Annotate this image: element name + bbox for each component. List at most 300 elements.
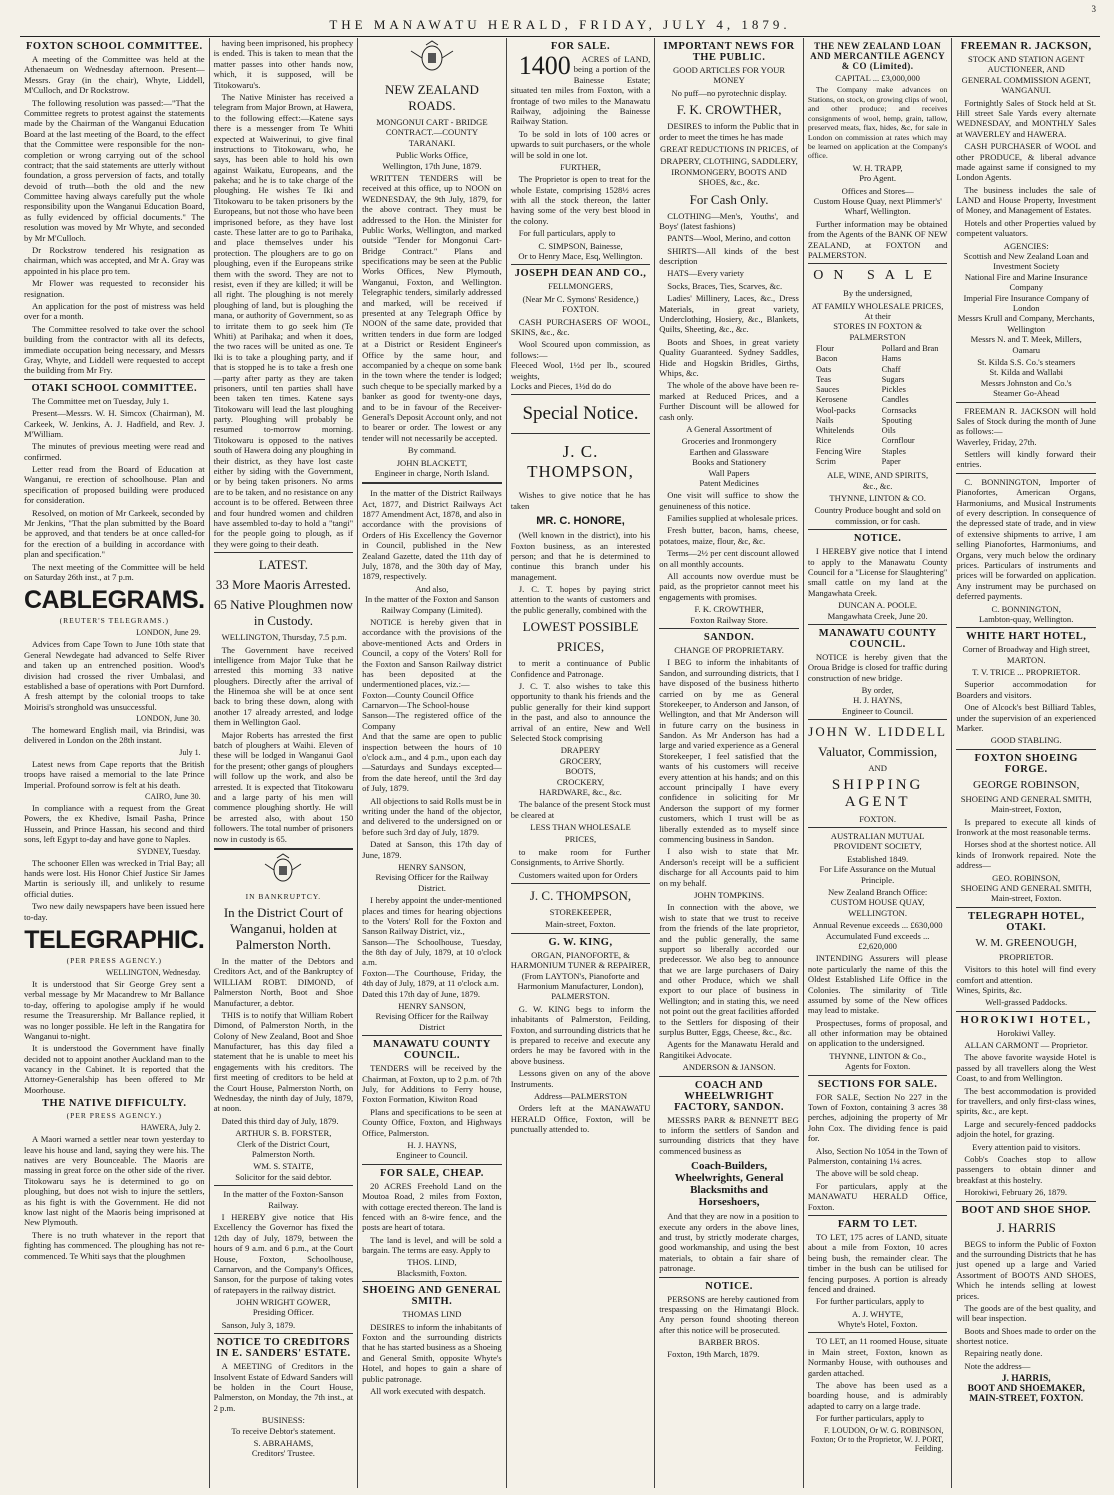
newspaper-columns bbox=[20, 38, 1100, 1488]
article-paragraph: SHIRTS—All kinds of the best description bbox=[659, 245, 799, 267]
shoeing-smith-heading: SHOEING AND GENERAL SMITH. bbox=[363, 1285, 501, 1308]
signature: ARTHUR S. B. FORSTER, Clerk of the District Court, Palmerston North. bbox=[235, 1128, 332, 1159]
article-paragraph: Large and securely-fenced paddocks adjoin the hotel, for grazing. bbox=[956, 1118, 1096, 1140]
signature: HENRY SANSON, Revising Officer for the Railway District. bbox=[375, 861, 489, 893]
shoeing-forge-heading: FOXTON SHOEING FORGE. bbox=[974, 752, 1078, 775]
harris-heading: J. HARRIS bbox=[996, 1219, 1056, 1235]
article-paragraph: In the matter of the District Railways Act, 1877, and District Railways Act 1877 Amendment Act, 1878, and also in accordance with the provisions of Orders of His Excellency the Governor in Council, published in the New Zealand Gazette, dated the 11th day of July, 1878, and the 30th day of May, 1879, respectively. bbox=[362, 488, 502, 582]
article-paragraph: Superior accommodation for Boarders and visitors. bbox=[956, 679, 1096, 700]
article-paragraph: Wool Scoured upon commission, as follows:— Fleeced Wool, 1½d per lb., scoured weights, Locks and Pieces, 1½d do do bbox=[510, 339, 651, 391]
list-item: Sugars bbox=[881, 374, 905, 384]
farm-to-let-heading: FARM TO LET. bbox=[837, 1218, 918, 1230]
dateline: WELLINGTON, Thursday, 7.5 p.m. bbox=[221, 632, 347, 643]
boot-shop-heading: BOOT AND SHOE SHOP. bbox=[961, 1204, 1091, 1216]
list-item: Cornsacks bbox=[881, 405, 917, 415]
article-paragraph: I hereby appoint the under-mentioned places and times for hearing objections to the Voters' Roll for the Foxton and Sanson Railway District, viz., Sanson—The Schoolhouse, Tuesday, the 8th day of July, 1879, at 10 o'clock a.m. Foxton—The Courthouse, Friday, the 4th day of July, 1879, at 11 o'clock a.m. Dated this 17th day of June, 1879. bbox=[362, 895, 502, 999]
article-paragraph: Agents for the Manawatu Herald and Rangitikei Advocate. bbox=[659, 1039, 799, 1060]
article-paragraph: A MEETING of Creditors in the Insolvent Estate of Edward Sanders will be holden in the Court House, Palmerston, on Monday, the 7th inst., at 2 p.m. bbox=[213, 1361, 354, 1413]
article-paragraph: Public Works Office, Wellington, 17th June, 1879. bbox=[382, 150, 482, 171]
on-sale-heading: ON SALE bbox=[813, 268, 942, 284]
article-paragraph: AGENCIES: Scottish and New Zealand Loan and Investment Society National Fire and Marine Insurance Company Imperial Fire Insurance Company of London Messrs Krull and Company, Merchants, Wellington Messrs N. and T. Meek, Millers, Oamaru bbox=[957, 240, 1095, 355]
article-paragraph: The whole of the above have been re-marked at Reduced Prices, and a Further Discount will be allowed for cash only. bbox=[659, 380, 799, 422]
article-paragraph: The goods are of the best quality, and will bear inspection. bbox=[956, 1302, 1096, 1324]
divider bbox=[808, 1215, 948, 1216]
article-paragraph: All accounts now overdue must be paid, as the proprietor cannot meet his engagements with promises. bbox=[659, 571, 799, 602]
divider bbox=[808, 827, 948, 828]
article-paragraph: Settlers will kindly forward their entries. bbox=[956, 449, 1096, 470]
divider bbox=[956, 1201, 1096, 1202]
column-1 bbox=[20, 38, 210, 1488]
signature: JOHN TOMPKINS. bbox=[694, 889, 765, 900]
article-paragraph: DESIRES to inform the Public that in order to meet the times he has made bbox=[659, 121, 799, 142]
signature: HENRY SANSON, Revising Officer for the Railway District bbox=[375, 1001, 489, 1032]
land-sale-paragraph bbox=[510, 51, 651, 127]
article-paragraph: NOTICE is hereby given that in accordance with the provisions of the above-mentioned Acts and Orders in Council, a copy of the Voters' Roll for the Foxton and Sanson Railway district has been deposited at the undermentioned places, viz.:— Foxton—County Council Office Carnarvon—The School-house Sanson—The registered office of the Company And that the same are open to public inspection between the hours of 10 o'clock a.m., and 4 p.m., upon each day—Saturdays and Sundays excepted—from the date hereof, until the 3rd day of July, 1879. bbox=[362, 616, 502, 794]
signature: S. ABRAHAMS, Creditors' Trustee. bbox=[251, 1437, 315, 1459]
article-paragraph: Wishes to give notice that he has taken bbox=[510, 490, 651, 511]
article-paragraph: One of Alcock's best Billiard Tables, under the supervision of an experienced Marker. bbox=[956, 702, 1096, 734]
article-paragraph: J. C. T. also wishes to take this opportunity to thank his friends and the public generally for their kind support in the past, and also to announce the arrival of an entire, New and Well Selected Stock comprising bbox=[510, 681, 651, 743]
article-paragraph: having been imprisoned, his prophecy is ended. This is taken to mean that the matter passes into other hands now, which, it is supposed, will be Titokowaru's. bbox=[213, 38, 354, 90]
divider bbox=[659, 1277, 799, 1278]
article-paragraph: CAPITAL ... £3,000,000 bbox=[835, 73, 920, 83]
divider bbox=[808, 529, 948, 530]
signature: THYNNE, LINTON & CO. bbox=[829, 493, 926, 504]
goods-list-right bbox=[882, 344, 948, 467]
article-paragraph: MESSRS PARR & BENNETT BEG to inform the settlers of Sandon and surrounding districts that they have commenced business as bbox=[659, 1114, 799, 1156]
article-paragraph: Address—PALMERSTON bbox=[533, 1090, 628, 1101]
article-paragraph: T. V. TRICE ... PROPRIETOR. bbox=[972, 667, 1081, 678]
less-than-wholesale: LESS THAN WHOLESALE bbox=[530, 822, 631, 833]
divider bbox=[808, 1332, 948, 1333]
article-paragraph: For particulars, apply at the MANAWATU HERALD Office, Foxton. bbox=[807, 1180, 948, 1212]
royal-crest-icon bbox=[362, 41, 502, 78]
article-paragraph: TENDERS will be received by the Chairman, at Foxton, up to 2 p.m. of 7th July, for Additions to Ferry house, Foxton Formation, Kiwiton Road bbox=[362, 1063, 502, 1105]
list-item: Scrim bbox=[815, 456, 836, 466]
land-description: ACRES of LAND, being a portion of the Bainesse Estate; situated ten miles from Foxton, with a frontage of two miles to the Manawatu Railway, adjoining the Bainesse Railway Station. bbox=[510, 54, 651, 127]
article-paragraph: DRAPERY, CLOTHING, SADDLERY, IRONMONGERY, BOOTS AND SHOES, &c., &c. bbox=[660, 156, 798, 188]
article-paragraph: 20 ACRES Freehold Land on the Moutoa Road, 2 miles from Foxton, with cottage erected thereon. The land is fenced with an 8-wire fence, and the posts are heart of totara. bbox=[362, 1180, 502, 1233]
latest-heading: LATEST. bbox=[258, 557, 308, 573]
article-paragraph: BEGS to inform the Public of Foxton and the surrounding Districts that he has just opened up a large and Varied Assortment of BOOTS AND SHOES, Which he intends selling at lowest prices. bbox=[956, 1238, 1096, 1301]
change-proprietary-heading: CHANGE OF PROPRIETARY. bbox=[674, 644, 784, 655]
sections-sale-heading: SECTIONS FOR SALE. bbox=[817, 1078, 938, 1090]
article-paragraph: Offices and Stores— Custom House Quay, next Plimmer's' Wharf, Wellington. bbox=[813, 185, 942, 217]
article-paragraph: I also wish to state that Mr. Anderson's receipt will be a sufficient discharge for all Accounts paid to him on my behalf. bbox=[659, 846, 799, 888]
article-paragraph: INTENDING Assurers will please note particularly the name of this the Oldest Established Life Office in the Colonies. The similarity of Title assumed by some of the New offices may lead to mistake. bbox=[807, 953, 948, 1016]
article-paragraph: NOTICE is hereby given that the Oroua Bridge is closed for traffic during construction of new bridge. bbox=[807, 651, 948, 683]
masthead-title: THE MANAWATU HERALD, FRIDAY, JULY 4, 1879. bbox=[329, 17, 791, 32]
article-paragraph: Resolved, on motion of Mr Carkeek, seconded by Mr Jenkins, "That the plan submitted by the Board be approved, and that tenders be at once called-for for the erection of a building in accordance with plan and specification." bbox=[24, 507, 205, 560]
article-paragraph: ORGAN, PIANOFORTE, & HARMONIUM TUNER & REPAIRER, (From LAYTON's, Pianoforte and Harmonium Manufacturer, London), PALMERSTON. bbox=[510, 949, 651, 1002]
signature: C. SIMPSON, Bainesse, Or to Henry Mace, Esq, Wellington. bbox=[518, 240, 643, 262]
column-7 bbox=[952, 38, 1100, 1488]
royal-crest-icon bbox=[214, 854, 354, 889]
article-paragraph: St. Kilda S.S. Co.'s steamers St. Kilda and Wallabi Messrs Johnston and Co.'s Steamer Go-Ahead bbox=[977, 356, 1076, 399]
article-paragraph: By the undersigned, bbox=[843, 288, 913, 299]
divider bbox=[808, 624, 948, 625]
signature: THOS. LIND, Blacksmith, Foxton. bbox=[396, 1257, 467, 1278]
article-paragraph: C. BONNINGTON, Importer of Pianofortes, American Organs, Harmoniums, and Musical Instruments of every description. In consequence of the depressed state of trade, and in view of extensive shipments to arrive, I am selling Pianofortes, Harmoniums, and Organs, very much below the ordinary prices. Particulars of instruments and prices will be forwarded on application. Any instrument may be purchased on deferred payments. bbox=[956, 476, 1096, 602]
list-item: Oats bbox=[815, 364, 832, 374]
article-paragraph: PROPRIETOR. bbox=[998, 951, 1054, 962]
divider bbox=[956, 627, 1096, 628]
article-paragraph: The following resolution was passed:—"That the Committee regrets to protest against the statements made by the Chairman of the Wanganui Education Board at the last meeting of the Board, to the effect that the Committee were responsible for the non-completion or wrong carrying out of the school contract; that the said statements are utterly without foundation, a gross perversion of facts, and totally devoid of truth—both the old and the new Committee having always carefully put the whole responsibility upon the Wanganui Education Board, as fully evidenced by official documents." The resolution was moved by Mr Whyte, and seconded by Mr M'Culloch. bbox=[24, 97, 205, 243]
coach-builders-heading: Coach-Builders, Wheelwrights, General Blacksmiths and Horseshoers, bbox=[674, 1160, 784, 1209]
article-paragraph: CASH PURCHASER of WOOL and other PRODUCE, & liberal advance made against same if consigned to my London Agents. bbox=[956, 141, 1096, 183]
list-item: Candles bbox=[881, 395, 909, 405]
divider bbox=[214, 552, 354, 553]
goods-list-left bbox=[816, 344, 882, 467]
divider bbox=[362, 1281, 502, 1282]
article-paragraph: I HEREBY give notice that His Excellency the Governor has fixed the 12th day of July, 1879, between the hours of 9 a.m. and 6 p.m., at the Court House, Foxton, Schoolhouse, Carnarvon, and the Company's Offices, Sanson, for the purpose of taking votes of ratepayers in the railway district. bbox=[213, 1211, 354, 1295]
article-paragraph: Foxton, 19th March, 1879. bbox=[667, 1349, 760, 1360]
article-paragraph: The Proprietor is open to treat for the whole Estate, comprising 1528½ acres with all the stock thereon, the latter having some of the very best blood in the colony. bbox=[510, 174, 651, 226]
article-paragraph: All objections to said Rolls must be in writing under the hand of the objector, and delivered to the undersigned on or before such 3rd day of July, 1879. bbox=[362, 795, 502, 837]
dateline: HAWERA, July 2. bbox=[140, 1123, 201, 1133]
divider bbox=[362, 482, 502, 484]
article-paragraph: Visitors to this hotel will find every comfort and attention. Wines, Spirits, &c. bbox=[956, 964, 1096, 995]
article-paragraph: Latest news from Cape reports that the British troops have raised a memorial to the late Prince Imperial. Profound sorrow is felt at his death. bbox=[24, 758, 205, 790]
dateline: WELLINGTON, Wednesday. bbox=[105, 967, 201, 977]
divider bbox=[24, 379, 205, 380]
article-paragraph: Groceries and Ironmongery Earthen and Glassware Books and Stationery Wall Papers Patent Medicines bbox=[681, 436, 777, 488]
divider bbox=[511, 883, 651, 884]
column-5 bbox=[655, 38, 804, 1488]
article-paragraph: Prospectuses, forms of proposal, and all other information may be obtained on application to the undersigned. bbox=[807, 1017, 948, 1049]
article-paragraph: To be sold in lots of 100 acres or upwards to suit purchasers, or the whole will be sold in one lot. bbox=[510, 128, 651, 160]
divider bbox=[511, 264, 651, 265]
article-paragraph: In compliance with a request from the Great Powers, the ex Khedive, Ismail Pasha, Prince Hussein, and Prince Hassan, his second and third sons, left Egypt to-day and have gone to Naples. bbox=[24, 803, 205, 845]
greenough-heading: W. M. GREENOUGH, bbox=[975, 936, 1077, 949]
article-paragraph: By command. bbox=[407, 445, 457, 456]
list-item: Kerosene bbox=[815, 395, 848, 405]
joseph-dean-heading: JOSEPH DEAN AND CO., bbox=[514, 268, 647, 280]
list-item: Spouting bbox=[881, 415, 912, 425]
article-paragraph: In the matter of the Foxton-Sanson Railway. bbox=[223, 1189, 344, 1210]
article-paragraph: Boots and Shoes, in great variety Quality Guaranteed. Sydney Saddles, Hide and Hogskin Bridles, Girths, Whips, &c. bbox=[659, 336, 799, 378]
article-paragraph: The business includes the sale of LAND and House Property, Investment of Money, and Management of Estates. bbox=[956, 184, 1096, 216]
amp-society-heading: AUSTRALIAN MUTUAL PROVIDENT SOCIETY, bbox=[830, 831, 925, 852]
article-paragraph: New Zealand Branch Office: CUSTOM HOUSE QUAY, WELLINGTON. bbox=[827, 887, 928, 918]
article-paragraph: GOOD ARTICLES FOR YOUR MONEY bbox=[673, 65, 786, 86]
article-paragraph: One visit will suffice to show the genuineness of this notice. bbox=[659, 490, 799, 511]
article-paragraph: A Maori warned a settler near town yesterday to leave his house and land, saying they were his. The natives are very Bounceable. The Maoris are massing in great force on the other side of the river. Titokowaru says he is determined to go on ploughing, but does not wish to injure the settlers, as his fight is with the Government. He did not know last night of the Maoris being imprisoned at New Plymouth. bbox=[24, 1134, 205, 1228]
cash-only-heading: For Cash Only. bbox=[689, 191, 769, 207]
telegraphic-subheading: (PER PRESS AGENCY.) bbox=[66, 955, 162, 965]
list-item: Pickles bbox=[881, 385, 906, 395]
article-paragraph: G. W. KING begs to inform the inhabitants of Palmerston, Feilding, Foxton, and surrounding districts that he is prepared to receive and execute any orders he may be favored with in the above business. bbox=[510, 1003, 651, 1066]
article-paragraph: Sanson, July 3, 1879. bbox=[221, 1319, 296, 1330]
article-paragraph: The Company make advances on Stations, on stock, on growing clips of wool, and other produce; and receives consignments of wool, hemp, grain, tallow, preserved meats, flax, hides, &c, for sale in London on commission at rates which may be learned on application at the Company's office. bbox=[807, 85, 948, 161]
article-paragraph: BUSINESS: To receive Debtor's statement. bbox=[231, 1415, 336, 1436]
article-paragraph: FREEMAN R. JACKSON will hold Sales of Stock during the month of June as follows:— Waverley, Friday, 27th. bbox=[956, 405, 1096, 447]
article-paragraph: ALLAN CARMONT — Proprietor. bbox=[964, 1040, 1088, 1051]
column-6 bbox=[804, 38, 953, 1488]
smith-name: THOMAS LIND bbox=[402, 1309, 462, 1320]
article-paragraph: Ladies' Millinery, Laces, &c., Dress Materials, in great variety, Underclothing, Hosiery, &c., Blankets, Quilts, Sheeting, &c., &c. bbox=[659, 293, 799, 335]
divider bbox=[511, 933, 651, 934]
signature: C. BONNINGTON, Lambton-quay, Wellington. bbox=[979, 603, 1074, 624]
article-paragraph: Main-street, Foxton. bbox=[545, 919, 616, 930]
acreage: 1400 bbox=[518, 51, 571, 80]
article-paragraph: In connection with the above, we wish to state that we trust to receive from the friends of the late proprietor, and the public generally, the same support so liberally accorded our predecessor. We also beg to announce that we are large purchasers of Dairy and other Produce, which we shall export to our place of business in Wellington; and in stating this, we need not point out the great facilities afforded to the Settlers for disposing of their surplus Butter, Eggs, Cheese, &c., &c. bbox=[659, 902, 799, 1038]
list-item: Rice bbox=[815, 436, 832, 446]
article-paragraph: Horokiwi Valley. bbox=[996, 1027, 1056, 1038]
goods-list bbox=[816, 344, 948, 467]
article-paragraph: Letter read from the Board of Education at Wanganui, re erection of schoolhouse. Plan and specification of proposed building were produced for consideration. bbox=[24, 464, 205, 506]
article-paragraph: AT FAMILY WHOLESALE PRICES, At their STORES IN FOXTON & PALMERSTON bbox=[811, 300, 944, 342]
article-paragraph: Also, Section No 1054 in the Town of Palmerston, containing 1¼ acres. bbox=[807, 1145, 948, 1166]
bankruptcy-heading: IN BANKRUPTCY. bbox=[245, 891, 322, 901]
article-paragraph: Fresh butter, bacon, hams, cheese, potatoes, maize, flour, &c, &c. bbox=[659, 525, 799, 546]
column-2 bbox=[210, 38, 359, 1488]
dateline: CAIRO, June 30. bbox=[145, 792, 201, 802]
article-paragraph: The above favorite wayside Hotel is passed by all travellers along the West Coast, to and from Wellington. bbox=[956, 1052, 1096, 1084]
important-news-heading: IMPORTANT NEWS FOR THE PUBLIC. bbox=[663, 41, 795, 63]
column-4 bbox=[507, 38, 656, 1488]
article-paragraph: Orders left at the MANAWATU HERALD Office, Foxton, will be punctually attended to. bbox=[510, 1103, 651, 1135]
list-item: Cornflour bbox=[881, 436, 915, 446]
article-paragraph: Major Roberts has arrested the first batch of ploughers at Waihi. Eleven of these will be lodged in Wanganui Gaol for the present; other gangs of ploughers will follow up the work, and also be arrested. It is expected that Titokowaru and a large party of his men will commence ploughing shortly. He will be arrested also, with about 150 followers. The total number of prisoners now in custody is 65. bbox=[213, 729, 354, 844]
article-paragraph: STOCK AND STATION AGENT AUCTIONEER, AND GENERAL COMMISSION AGENT, WANGANUI. bbox=[961, 54, 1091, 96]
article-paragraph: Note the address— bbox=[964, 1360, 1031, 1371]
jackson-heading: FREEMAN R. JACKSON, bbox=[960, 41, 1092, 52]
signature: W. H. TRAPP, Pro Agent. bbox=[852, 162, 903, 184]
article-paragraph: I HEREBY give notice that I intend to apply to the Manawatu County Council for a "License for Slaughtering" small cattle on my land at the Mangawhata Creek. bbox=[807, 546, 948, 598]
signature: F. LOUDON, Or W. G. ROBINSON, Foxton; Or to the Proprietor, W. J. PORT, Feilding. bbox=[810, 1425, 944, 1453]
nz-roads-heading: NEW ZEALAND ROADS. bbox=[384, 82, 479, 113]
article-paragraph: And that they are now in a position to execute any orders in the above lines, and trust, by strictly moderate charges, good workmanship, and using the best materials, to obtain a fair share of patronage. bbox=[659, 1211, 799, 1274]
article-paragraph: The above will be sold cheap. bbox=[815, 1168, 919, 1179]
article-paragraph: CASH PURCHASERS OF WOOL, SKINS, &c., &c. bbox=[510, 316, 651, 337]
article-paragraph: Two new daily newspapers have been issued here to-day. bbox=[24, 901, 205, 922]
article-paragraph: (Near Mr C. Symons' Residence,) FOXTON. bbox=[522, 293, 639, 315]
for-sale-heading: FOR SALE. bbox=[550, 41, 611, 52]
article-paragraph: TO LET, 175 acres of LAND, situate about a mile from Foxton, 10 acres being bush, the remainder clear. The timber in the bush can be utilised for fencing purposes. A portion is already fenced and drained. bbox=[807, 1231, 948, 1294]
dateline: July 1. bbox=[179, 747, 201, 757]
article-paragraph: to merit a continuance of Public Confidence and Patronage. bbox=[510, 658, 651, 679]
article-paragraph: Dated this third day of July, 1879. bbox=[221, 1115, 339, 1126]
article-paragraph: The minutes of previous meeting were read and confirmed. bbox=[24, 441, 205, 462]
article-paragraph: The Native Minister has received a telegram from Major Brown, at Hawera, to the following effect:—Katene says there is a messenger from Te Whiti expected at Waiwerinui, to give final instructions to Titokowaru, who, he says, has been able to hold his own against Waikatu, Europeans, and the pakeha; and he is to take charge of the ploughing. He wishes Te Iki and Titokowaru to be taken prisoners by the Europeans, but not those who have been imprisoned before, as they have lost caste. These latter are to go to Parihaka, and place themselves under his protection. The ploughers are to go on ploughing, even if the Europeans strike them with the sword. They are not to resist, even if they are killed; it will be all right. The ploughing is not merely ploughing of land, but is ploughing the mana, or authority of Government, so as to irritate them to go seek him (Te Whiti) at Parihaka; and when it does, the two races will be united as one. Te Iki is to take a ploughing party, and if that is stopped he is to take a fresh one—party after party as they are taken prisoners, until ten parties shall have been taken ten times. Katene says Titokowaru will lead the last ploughing party. Ploughing will probably be resumed to-morrow morning. Titokowaru is opposed to the natives south of Hawera doing any ploughing in their district, as they have lost caste either by siding with the Government, or by being taken prisoners. No arms are to be taken, and no resistance on any account is to be offered. Between three and four hundred women and children have assembled to-day to hold a "tangi" for the people going to plough, as if they were going to their death. bbox=[213, 91, 354, 549]
thompson-heading: J. C. THOMPSON, bbox=[527, 442, 634, 482]
signature: A. J. WHYTE, Whyte's Hotel, Foxton. bbox=[837, 1308, 918, 1330]
article-paragraph: Terms—2½ per cent discount allowed on all monthly accounts. bbox=[659, 548, 799, 569]
divider bbox=[956, 1011, 1096, 1012]
article-paragraph: Advices from Cape Town to June 10th state that General Newdegate had advanced to Selfe River and taken up an entrenched position. Wood's division had crossed the river Umbalasi, and established a base of operations with Port Durnford. A fresh attempt by the colonial troops to take Moirisi's stronghold was unsuccessful. bbox=[24, 639, 205, 712]
article-paragraph: The Committee met on Tuesday, July 1. bbox=[32, 395, 169, 406]
article-paragraph: It is understood the Government have finally decided not to appoint another Auckland man to the vacancy in the Cabinet. It is reported that the Attorney-Generalship has been offered to Mr Moorhouse. bbox=[24, 1043, 205, 1095]
prices-heading: PRICES, bbox=[564, 834, 597, 845]
article-paragraph: The above has been used as a boarding house, and is admirably adapted to carry on a large trade. bbox=[807, 1380, 948, 1411]
article-paragraph: THIS is to notify that William Robert Dimond, of Palmerston North, in the Colony of New Zealand, Boot and Shoe Manufacturer, has this day filed a statement that he is unable to meet his engagements with his creditors. The first meeting of creditors to be held at the Court House, Palmerston North, on Wednesday, the ninth day of July, 1879, at noon. bbox=[213, 1009, 354, 1114]
signature: JOHN BLACKETT, Engineer in charge, North Island. bbox=[374, 457, 490, 478]
article-paragraph: The best accommodation is provided for travellers, and only first-class wines, spirits, &c., are kept. bbox=[956, 1085, 1096, 1117]
article-paragraph: The balance of the present Stock must be cleared at bbox=[510, 799, 651, 820]
divider bbox=[214, 848, 354, 850]
divider bbox=[808, 1075, 948, 1076]
article-paragraph: The homeward English mail, via Brindisi, was delivered in London on the 28th instant. bbox=[24, 725, 205, 746]
coach-factory-heading: COACH AND WHEELWRIGHT FACTORY, SANDON. bbox=[674, 1079, 784, 1113]
list-item: Wool-packs bbox=[815, 405, 856, 415]
king-heading: G. W. KING, bbox=[548, 936, 613, 948]
article-paragraph: The next meeting of the Committee will be held on Saturday 26th inst., at 7 p.m. bbox=[24, 561, 205, 582]
storekeeper-label: STOREKEEPER, bbox=[549, 907, 612, 918]
divider bbox=[511, 394, 651, 395]
signature: ANDERSON & JANSON. bbox=[682, 1062, 776, 1073]
article-paragraph: PANTS—Wool, Merino, and cotton bbox=[667, 233, 791, 244]
article-paragraph: Country Produce bought and sold on commission, or for cash. bbox=[814, 505, 941, 526]
article-paragraph: For full particulars, apply to bbox=[518, 228, 616, 239]
article-paragraph: FOXTON. bbox=[859, 813, 897, 824]
valuator-heading: Valuator, Commission, bbox=[818, 744, 938, 760]
article-paragraph: Dated at Sanson, this 17th day of June, 1879. bbox=[362, 839, 502, 860]
native-difficulty-subheading: (PER PRESS AGENCY.) bbox=[66, 1111, 162, 1121]
divider bbox=[659, 628, 799, 629]
cablegrams-subheading: (REUTER'S TELEGRAMS.) bbox=[59, 616, 169, 626]
divider bbox=[956, 473, 1096, 474]
divider bbox=[956, 749, 1096, 750]
article-paragraph: Is prepared to execute all kinds of Ironwork at the most reasonable terms. bbox=[956, 816, 1096, 837]
article-paragraph: Further information may be obtained from the Agents of the BANK OF NEW ZEALAND, at FOXTON and PALMERSTON. bbox=[807, 218, 948, 260]
article-paragraph: Horokiwi, February 26, 1879. bbox=[964, 1187, 1068, 1198]
list-item: Bacon bbox=[815, 354, 838, 364]
article-paragraph: The schooner Ellen was wrecked in Trial Bay; all hands were lost. His Honor Chief Justice Sir James Martin is seriously ill, and unlikely to resume official duties. bbox=[24, 857, 205, 899]
goods-list: DRAPERY GROCERY, BOOTS, CROCKERY, HARDWARE, &c., &c. bbox=[539, 745, 622, 797]
signature: F. K. CROWTHER, Foxton Railway Store. bbox=[690, 604, 768, 625]
article-paragraph: All work executed with despatch. bbox=[370, 1385, 486, 1396]
article-paragraph: SHOEING AND GENERAL SMITH, Main-street, Foxton, bbox=[960, 793, 1092, 815]
harris-signature: J. HARRIS, BOOT AND SHOEMAKER, MAIN-STREET, FOXTON. bbox=[967, 1374, 1085, 1405]
article-paragraph: Annual Revenue exceeds ... £630,000 Accumulated Fund exceeds ... £2,620,000 bbox=[812, 920, 943, 951]
lowest-possible-heading: LOWEST POSSIBLE bbox=[522, 619, 639, 635]
article-paragraph: FOR SALE, Section No 227 in the Town of Foxton, containing 3 acres 38 perches, adjoining the property of Mr John Cox. The dividing fence is paid for. bbox=[807, 1091, 948, 1144]
divider bbox=[511, 433, 651, 434]
divider bbox=[659, 1076, 799, 1077]
article-paragraph: Cobb's Coaches stop to allow passengers to obtain dinner and breakfast at this hostelry. bbox=[956, 1153, 1096, 1185]
contract-heading: MONGONUI CART - BRIDGE CONTRACT.—COUNTY TARANAKI. bbox=[376, 117, 488, 148]
article-paragraph: J. C. T. hopes by paying strict attention to the wants of customers and the public generally, combined with the bbox=[510, 584, 651, 615]
otaki-school-heading: OTAKI SCHOOL COMMITTEE. bbox=[31, 382, 198, 394]
article-paragraph: Lessons given on any of the above Instruments. bbox=[510, 1068, 651, 1089]
article-paragraph: Repairing neatly done. bbox=[964, 1348, 1043, 1359]
article-paragraph: Corner of Broadway and High street, MARTON. bbox=[962, 644, 1090, 665]
article-paragraph: GOOD STABLING. bbox=[990, 735, 1062, 746]
divider bbox=[808, 263, 948, 264]
divider bbox=[214, 1185, 354, 1186]
article-paragraph: Well-grassed Paddocks. bbox=[985, 997, 1068, 1008]
for-sale-cheap-heading: FOR SALE, CHEAP. bbox=[380, 1167, 484, 1179]
signature: GEO. ROBINSON, SHOEING AND GENERAL SMITH, Main-street, Foxton. bbox=[960, 872, 1092, 904]
list-item: Oils bbox=[881, 426, 896, 436]
article-paragraph: And also, In the matter of the Foxton and Sanson Railway Company (Limited). bbox=[365, 583, 499, 615]
article-paragraph: Mr Flower was requested to reconsider his resignation. bbox=[24, 278, 205, 299]
page-number: 3 bbox=[1091, 4, 1096, 14]
article-paragraph: (Well known in the district), into his Foxton business, as an interested person; and that he is determined to continue this branch under his management. bbox=[510, 530, 651, 582]
prices-heading: PRICES, bbox=[556, 639, 605, 655]
article-paragraph: CLOTHING—Men's, Youths', and Boys' (latest fashions) bbox=[659, 210, 799, 231]
headline-custody: 65 Native Ploughmen now in Custody. bbox=[213, 597, 353, 629]
article-paragraph: ALE, WINE, AND SPIRITS, &c., &c. bbox=[827, 470, 929, 491]
robinson-heading: GEORGE ROBINSON, bbox=[973, 778, 1080, 791]
article-paragraph: Every attention paid to visitors. bbox=[972, 1141, 1081, 1152]
article-paragraph: In the matter of the Debtors and Creditors Act, and of the Bankruptcy of WILLIAM ROBT. DIMOND, of Palmerston North, Boot and Shoe Manufacturer, a debtor. bbox=[213, 955, 354, 1008]
article-paragraph: The Government have received intelligence from Major Tuke that he arrested this morning 33 native ploughers. Directly after the arrival of the Hinemoa she will be at once sent back to bring these down, along with another 17 already arrested, and lodge them in Wellington Gaol. bbox=[213, 644, 354, 728]
court-heading: In the District Court of Wanganui, holden at Palmerston North. bbox=[223, 904, 343, 952]
honore-heading: MR. C. HONORE, bbox=[536, 515, 625, 528]
article-paragraph: There is no truth whatever in the report that fighting has commenced. The ploughing has not re-commenced. Te Whiti says that the ploughmen bbox=[24, 1229, 205, 1261]
native-difficulty-heading: THE NATIVE DIFFICULTY. bbox=[42, 1098, 187, 1110]
loan-agency-heading: THE NEW ZEALAND LOAN AND MERCANTILE AGENCY & CO (Limited). bbox=[810, 41, 946, 71]
dateline: LONDON, June 29. bbox=[136, 628, 201, 638]
notice-heading: NOTICE. bbox=[705, 1280, 753, 1292]
divider bbox=[362, 1035, 502, 1036]
article-paragraph: TO LET, an 11 roomed House, situate in Main street, Foxton, known as Normanby House, with outhouses and garden attached. bbox=[807, 1336, 948, 1378]
article-paragraph: Present—Messrs. W. H. Simcox (Chairman), M. Carkeek, W. Jenkins, A. J. Hadfield, and Rev. J. M'William. bbox=[24, 408, 205, 439]
article-paragraph: FURTHER, bbox=[560, 161, 601, 172]
dateline: LONDON, June 30. bbox=[136, 714, 201, 724]
divider bbox=[214, 1333, 354, 1334]
list-item: Hams bbox=[881, 354, 902, 364]
list-item: Fencing Wire bbox=[815, 446, 862, 456]
signature: BARBER BROS. bbox=[698, 1337, 760, 1348]
signature: H. J. HAYNS, Engineer to Council. bbox=[396, 1139, 468, 1161]
article-paragraph: PERSONS are hereby cautioned from trespassing on the Himatangi Block. Any person found shooting thereon after this notice will be prosecuted. bbox=[659, 1293, 799, 1335]
article-paragraph: Fortnightly Sales of Stock held at St. Hill street Sale Yards every alternate WEDNESDAY, and MONTHLY Sales at WAVERLEY and HAWERA. bbox=[956, 97, 1096, 139]
list-item: Chaff bbox=[881, 364, 901, 374]
article-paragraph: Customers waited upon for Orders bbox=[518, 869, 638, 880]
divider bbox=[808, 719, 948, 720]
article-paragraph: Established 1849. For Life Assurance on the Mutual Principle. bbox=[819, 853, 936, 885]
article-paragraph: HATS—Every variety bbox=[667, 268, 744, 279]
list-item: Staples bbox=[881, 446, 906, 456]
special-notice-heading: Special Notice. bbox=[522, 403, 639, 425]
article-paragraph: Boots and Shoes made to order on the shortest notice. bbox=[956, 1325, 1096, 1347]
article-paragraph: AND bbox=[868, 763, 887, 774]
crowther-heading: F. K. CROWTHER, bbox=[676, 102, 782, 118]
signature: DUNCAN A. POOLE. Mangawhata Creek, June 20. bbox=[827, 600, 928, 621]
list-item: Sauces bbox=[815, 385, 840, 395]
article-paragraph: Socks, Braces, Ties, Scarves, &c. bbox=[667, 280, 783, 291]
article-paragraph: GREAT REDUCTIONS IN PRICES, of bbox=[660, 143, 799, 154]
county-council-heading: MANAWATU COUNTY COUNCIL. bbox=[373, 1039, 491, 1062]
article-paragraph: For further particulars, apply to bbox=[815, 1296, 924, 1307]
creditors-notice-heading: NOTICE TO CREDITORS IN E. SANDERS' ESTATE. bbox=[216, 1337, 351, 1360]
divider bbox=[956, 402, 1096, 403]
column-3 bbox=[358, 38, 507, 1488]
county-council-heading: MANAWATU COUNTY COUNCIL. bbox=[818, 627, 937, 650]
divider bbox=[362, 1164, 502, 1165]
list-item: Teas bbox=[815, 374, 832, 384]
article-paragraph: Plans and specifications to be seen at County Office, Foxton, and Highways Office, Palmerston. bbox=[362, 1106, 502, 1138]
article-paragraph: A General Assortment of bbox=[686, 423, 772, 434]
sandon-heading: SANDON. bbox=[703, 631, 755, 643]
article-paragraph: Horses shod at the shortest notice. All kinds of Ironwork repaired. Note the address— bbox=[956, 839, 1096, 871]
article-paragraph: The Committee resolved to take over the school building from the contractor with all its defects, immediate occupation being necessary, and Messrs Gray, Whyte, and Liddell were requested to accept the building from Mr Fry. bbox=[24, 323, 205, 376]
article-paragraph: I BEG to inform the inhabitants of Sandon, and surrounding districts, that I have disposed of the business hitherto carried on by me as General Storekeeper, to Anderson and Janson, of Wellington, and that Mr Anderson will in future carry on the business in Sandon. As Mr Anderson has had a large and varied experience as a General Storekeeper, I feel satisfied that the wants of his customers will receive every attention at his hands; and on this account principally I have every confidence in soliciting for Mr Anderson the support of my former customers, which I trust will be as liberally extended as to myself since commencing business in Sandon. bbox=[659, 657, 799, 844]
article-paragraph: Families supplied at wholesale prices. bbox=[667, 513, 798, 524]
white-hart-heading: WHITE HART HOTEL, bbox=[966, 631, 1087, 643]
signature: JOHN WRIGHT GOWER, Presiding Officer. bbox=[236, 1297, 331, 1318]
cablegrams-heading: CABLEGRAMS. bbox=[24, 586, 205, 615]
article-paragraph: The land is level, and will be sold a bargain. The terms are easy. Apply to bbox=[362, 1234, 502, 1256]
masthead bbox=[20, 0, 1100, 37]
horokiwi-heading: HOROKIWI HOTEL, bbox=[960, 1014, 1092, 1026]
list-item: Whitelends bbox=[815, 426, 855, 436]
list-item: Paper bbox=[881, 456, 901, 466]
thompson-signature: J. C. THOMPSON, bbox=[529, 888, 632, 904]
